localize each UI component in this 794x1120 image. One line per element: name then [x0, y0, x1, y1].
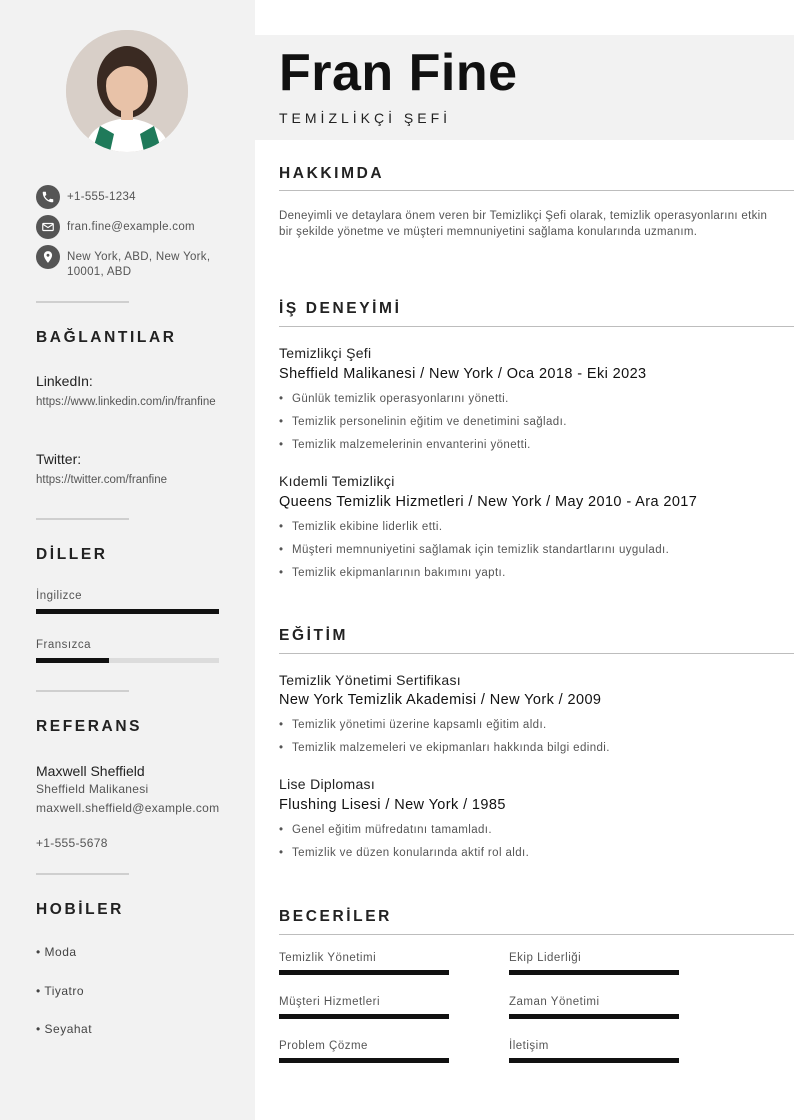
linkedin-link[interactable]: https://www.linkedin.com/in/franfine	[36, 396, 216, 408]
divider	[36, 873, 129, 875]
bullet-item: • Müşteri memnuniyetini sağlamak için temizlik standartlarını uyguladı.	[279, 539, 779, 562]
experience-subtitle: Sheffield Malikanesi / New York / Oca 2018 - Eki 2023	[279, 366, 647, 382]
reference-email[interactable]: maxwell.sheffield@example.com	[36, 801, 220, 815]
bullet-item: • Temizlik personelinin eğitim ve denetimini sağladı.	[279, 411, 779, 434]
hobby-item: • Tiyatro	[36, 984, 85, 998]
skill-bar	[509, 1014, 679, 1019]
divider	[36, 690, 129, 692]
skill-label: Ekip Liderliği	[509, 952, 582, 964]
languages-heading: DİLLER	[36, 546, 108, 563]
contact-phone	[36, 185, 227, 209]
section-divider	[279, 934, 794, 935]
contact-address	[36, 245, 227, 280]
candidate-name: Fran Fine	[279, 44, 518, 102]
experience-title: Kıdemli Temizlikçi	[279, 473, 395, 489]
hobby-item: • Moda	[36, 945, 77, 959]
phone-text[interactable]: +1-555-1234	[67, 191, 136, 203]
experience-heading: İŞ DENEYİMİ	[279, 300, 402, 317]
twitter-link[interactable]: https://twitter.com/franfine	[36, 474, 168, 486]
language-level-french	[36, 658, 109, 663]
bullet-item: • Temizlik malzemelerinin envanterini yönetti.	[279, 434, 779, 457]
hobbies-heading: HOBİLER	[36, 901, 124, 918]
reference-name: Maxwell Sheffield	[36, 763, 145, 779]
twitter-label: Twitter:	[36, 451, 82, 467]
hobby-item: • Seyahat	[36, 1022, 93, 1036]
education-heading: EĞİTİM	[279, 627, 348, 644]
envelope-icon	[36, 215, 60, 239]
bullet-item: • Temizlik yönetimi üzerine kapsamlı eğitim aldı.	[279, 714, 779, 737]
profile-photo	[66, 30, 188, 152]
skill-label: Zaman Yönetimi	[509, 996, 600, 1008]
email-text[interactable]: fran.fine@example.com	[67, 221, 195, 233]
skill-bar	[279, 970, 449, 975]
divider	[36, 518, 129, 520]
education-title: Lise Diploması	[279, 776, 376, 792]
bullet-item: • Genel eğitim müfredatını tamamladı.	[279, 819, 779, 842]
education-title: Temizlik Yönetimi Sertifikası	[279, 672, 461, 688]
language-bar-french	[36, 658, 219, 663]
education-subtitle: New York Temizlik Akademisi / New York / 2009	[279, 692, 602, 708]
bullet-item: • Temizlik malzemeleri ve ekipmanları hakkında bilgi edindi.	[279, 737, 779, 760]
education-bullets	[279, 819, 779, 865]
skill-level	[509, 970, 679, 975]
experience-subtitle: Queens Temizlik Hizmetleri / New York / May 2010 - Ara 2017	[279, 494, 698, 510]
skill-label: Temizlik Yönetimi	[279, 952, 377, 964]
contact-email	[36, 215, 227, 239]
skill-level	[279, 1014, 449, 1019]
experience-bullets	[279, 516, 779, 585]
education-subtitle: Flushing Lisesi / New York / 1985	[279, 797, 506, 813]
skill-bar	[279, 1058, 449, 1063]
main-content	[255, 0, 794, 1120]
experience-bullets	[279, 388, 779, 457]
links-heading: BAĞLANTILAR	[36, 329, 177, 346]
skill-label: İletişim	[509, 1040, 549, 1052]
job-title: TEMİZLİKÇİ ŞEFİ	[279, 110, 452, 126]
bullet-item: • Temizlik ekibine liderlik etti.	[279, 516, 779, 539]
about-heading: HAKKIMDA	[279, 165, 385, 182]
phone-icon	[36, 185, 60, 209]
map-pin-icon	[36, 245, 60, 269]
language-level-english	[36, 609, 219, 614]
skill-label: Müşteri Hizmetleri	[279, 996, 381, 1008]
skill-level	[279, 1058, 449, 1063]
skill-bar	[509, 970, 679, 975]
divider	[36, 301, 129, 303]
bullet-item: • Temizlik ekipmanlarının bakımını yaptı.	[279, 562, 779, 585]
skill-bar	[279, 1014, 449, 1019]
skill-level	[509, 1014, 679, 1019]
skill-bar	[509, 1058, 679, 1063]
language-bar-english	[36, 609, 219, 614]
language-label-french: Fransızca	[36, 639, 91, 651]
section-divider	[279, 326, 794, 327]
reference-company: Sheffield Malikanesi	[36, 782, 149, 796]
section-divider	[279, 190, 794, 191]
reference-phone[interactable]: +1-555-5678	[36, 836, 108, 850]
skills-heading: BECERİLER	[279, 908, 392, 925]
linkedin-label: LinkedIn:	[36, 373, 93, 389]
skill-level	[279, 970, 449, 975]
language-label-english: İngilizce	[36, 590, 83, 602]
reference-heading: REFERANS	[36, 718, 143, 735]
skill-label: Problem Çözme	[279, 1040, 368, 1052]
sidebar	[0, 0, 255, 1120]
section-divider	[279, 653, 794, 654]
address-text: New York, ABD, New York, 10001, ABD	[67, 251, 211, 278]
bullet-item: • Günlük temizlik operasyonlarını yönetti.	[279, 388, 779, 411]
about-text: Deneyimli ve detaylara önem veren bir Temizlikçi Şefi olarak, temizlik operasyonlarını etkin bir şekilde yönetme ve müşteri memnuniyetini sağlama konularında uzmanım.	[279, 210, 768, 238]
bullet-item: • Temizlik ve düzen konularında aktif rol aldı.	[279, 842, 779, 865]
experience-title: Temizlikçi Şefi	[279, 345, 372, 361]
skill-level	[509, 1058, 679, 1063]
education-bullets	[279, 714, 779, 760]
